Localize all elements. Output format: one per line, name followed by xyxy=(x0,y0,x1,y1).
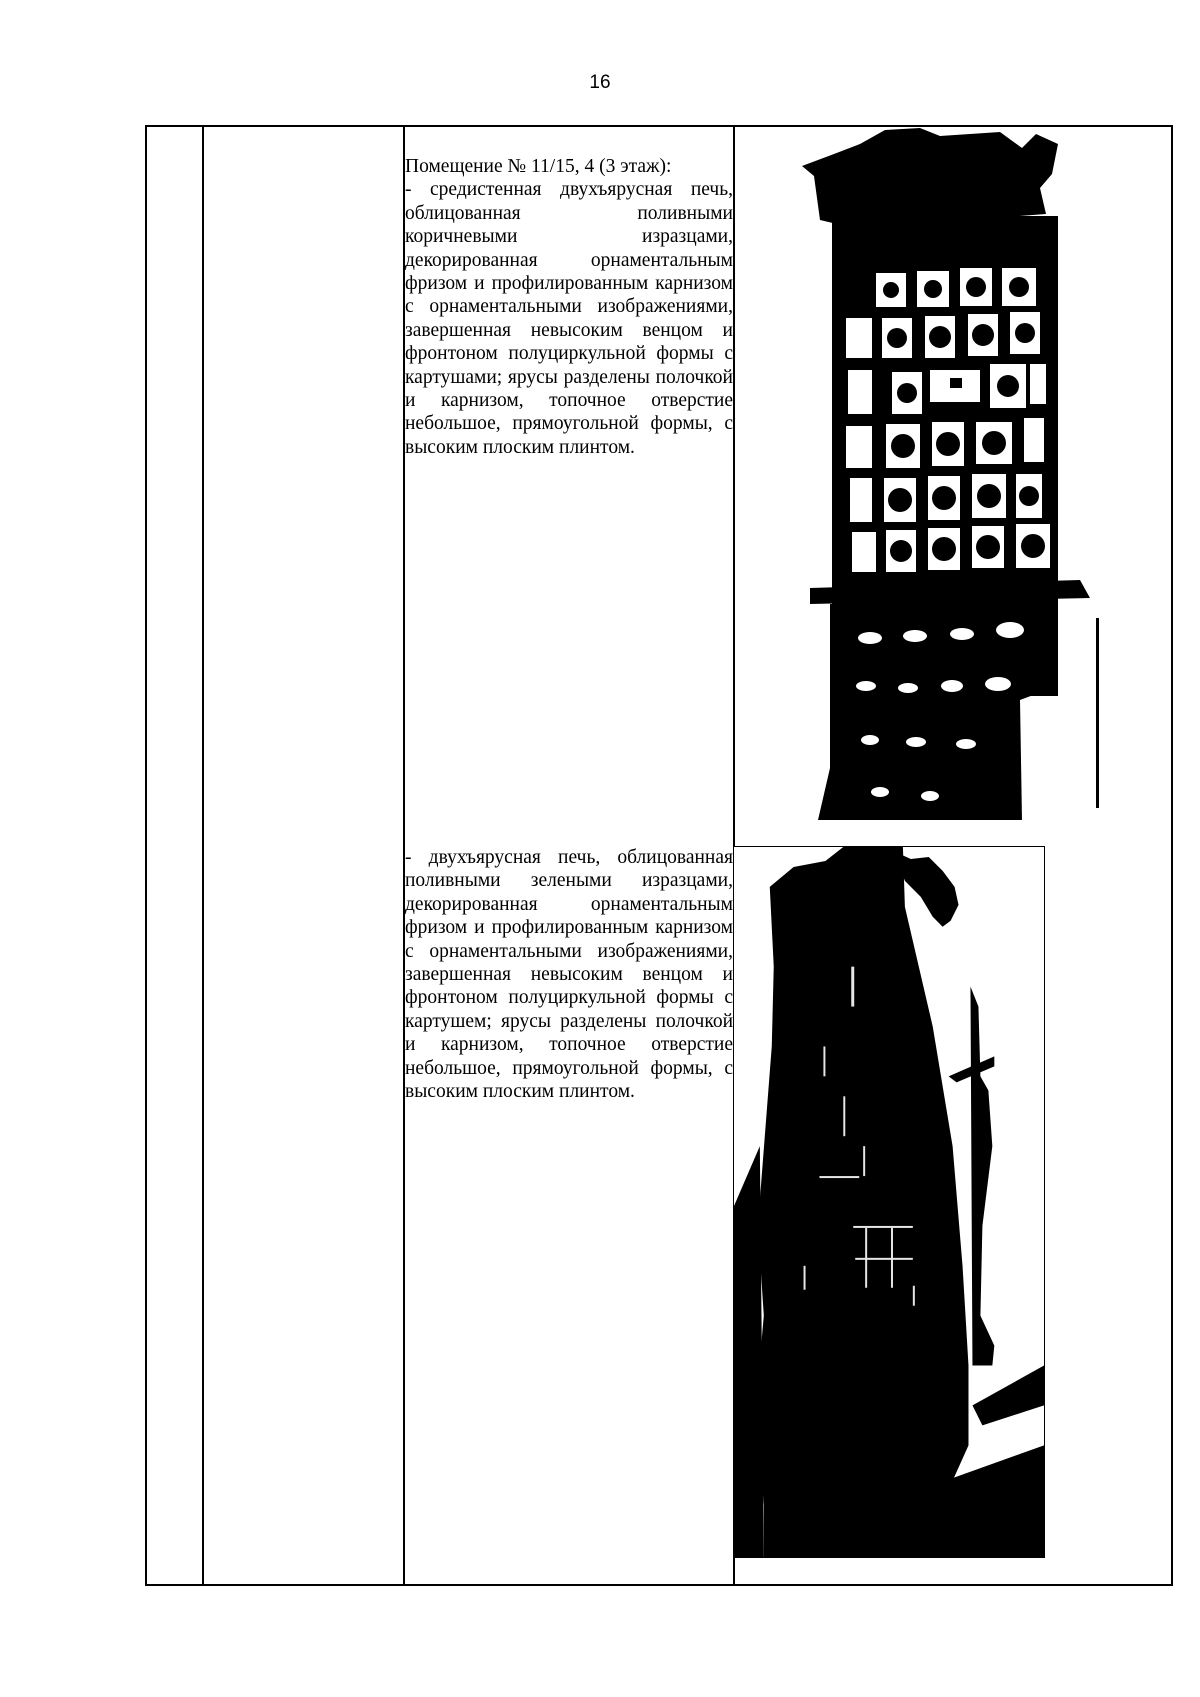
stove-1-photo xyxy=(790,128,1110,820)
stove-2-text: - двухъярусная печь, облицованная поливными зелеными изразцами, декорированная орнаментальным фризом и профилированным карнизом с орнаментальными изображениями, завершенная невысоким венцом и фронтоном полуциркульной формы с картушем; ярусы разделены полочкой и карнизом, топочное отверстие небольшое, прямоугольной формы, с высоким плоским плинтом. xyxy=(405,847,733,1103)
stove-1-description xyxy=(405,155,733,459)
room-heading: Помещение № 11/15, 4 (3 этаж): xyxy=(405,156,672,177)
stove-1-text: - средистенная двухъярусная печь, облицованная поливными коричневыми изразцами, декорированная орнаментальным фризом и профилированным карнизом с орнаментальными изображениями, завершенная невысоким венцом и фронтоном полуциркульной формы с картушами; ярусы разделены полочкой и карнизом, топочное отверстие небольшое, прямоугольной формы, с высоким плоским плинтом. xyxy=(405,179,733,458)
stove-2-description xyxy=(405,846,733,1103)
column-divider-1 xyxy=(202,125,204,1586)
stove-2-photo xyxy=(733,846,1045,1558)
page-number: 16 xyxy=(589,72,611,93)
